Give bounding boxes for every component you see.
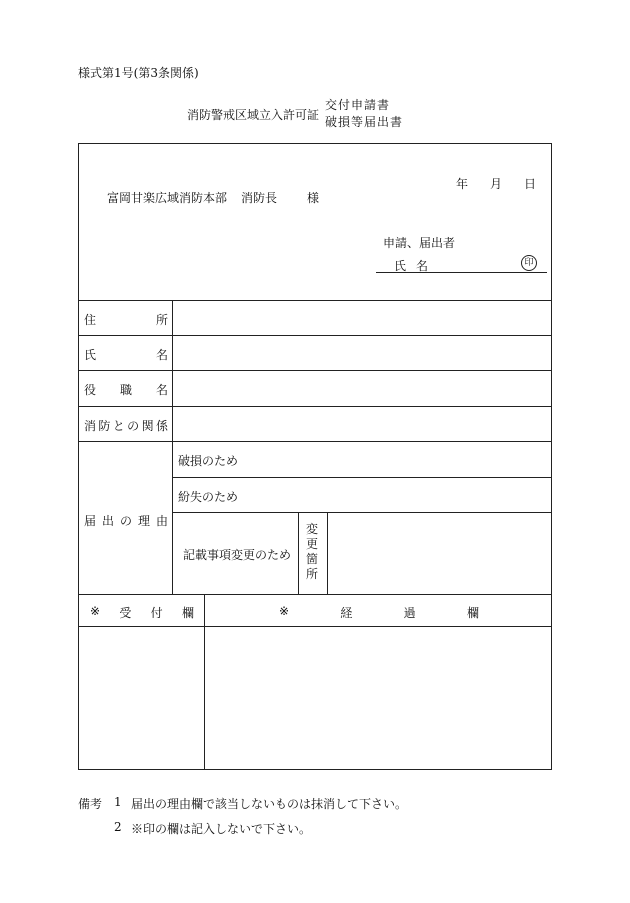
reason-label: 届 出 の 理 由	[84, 514, 168, 528]
signature-line	[376, 272, 547, 273]
form-title-line-application: 交付申請書	[325, 98, 391, 112]
applicant-label: 申請、届出者	[383, 236, 456, 250]
notes-label: 備考	[78, 797, 103, 811]
row-divider	[78, 335, 552, 336]
row-divider	[172, 512, 552, 513]
row-divider	[78, 406, 552, 407]
note-2-text: ※印の欄は記入しないで下さい。	[131, 822, 312, 836]
reason-loss: 紛失のため	[178, 490, 239, 504]
form-table	[78, 143, 552, 770]
row-divider	[78, 594, 552, 595]
recipient-title: 消防長	[241, 191, 278, 205]
row-divider	[78, 370, 552, 371]
form-title-type	[325, 97, 403, 131]
progress-column-header: ※ 経 過 欄	[279, 604, 479, 620]
row-divider	[78, 441, 552, 442]
applicant-name-label: 氏名	[394, 259, 439, 273]
column-divider	[298, 512, 299, 594]
date-year-label: 年	[456, 177, 469, 191]
date-month-label: 月	[490, 177, 503, 191]
relation-label: 消 防 と の 関 係	[84, 419, 168, 433]
date-day-label: 日	[524, 177, 537, 191]
name-label: 氏 名	[84, 348, 168, 362]
reason-change: 記載事項変更のため	[183, 548, 292, 562]
note-1-number: 1	[114, 795, 122, 809]
reception-column-header: ※ 受 付 欄	[90, 604, 194, 620]
address-label: 住 所	[84, 313, 168, 327]
recipient-suffix: 様	[307, 191, 320, 205]
recipient-org: 富岡甘楽広域消防本部	[107, 191, 228, 205]
form-number: 様式第1号(第3条関係)	[78, 66, 199, 80]
note-2-number: 2	[114, 820, 122, 834]
column-divider	[172, 300, 173, 594]
reason-damage: 破損のため	[178, 454, 239, 468]
form-title-main: 消防警戒区域立入許可証	[187, 108, 320, 122]
row-divider	[78, 626, 552, 627]
row-divider	[78, 300, 552, 301]
row-divider	[172, 477, 552, 478]
position-label: 役 職 名	[84, 383, 168, 397]
seal-mark: 印	[521, 255, 537, 271]
form-title-line-notification: 破損等届出書	[325, 115, 404, 129]
note-1-text: 届出の理由欄で該当しないものは抹消して下さい。	[131, 797, 408, 811]
column-divider	[204, 594, 205, 770]
recipient	[107, 189, 333, 206]
change-place-label: 変 更 箇 所	[305, 522, 318, 581]
column-divider	[327, 512, 328, 594]
